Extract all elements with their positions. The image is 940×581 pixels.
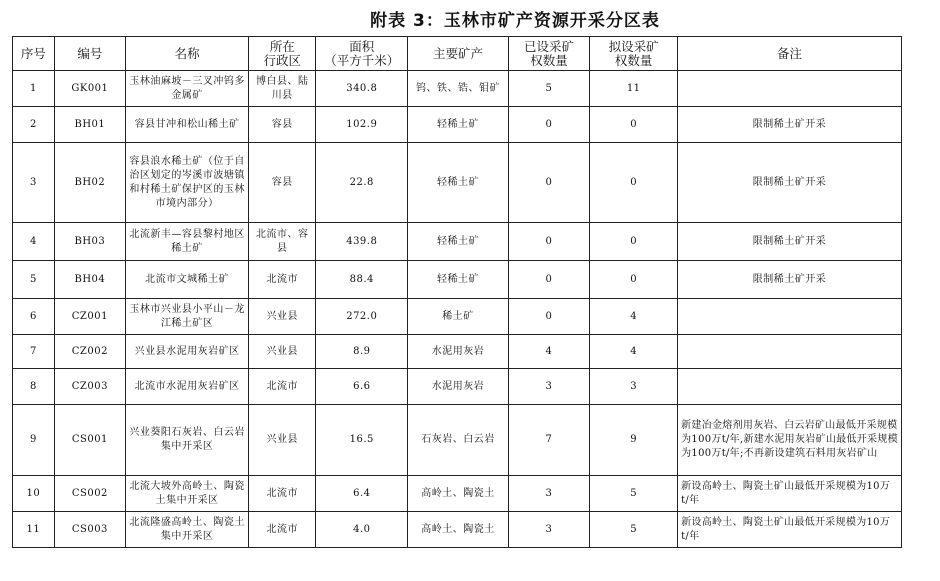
cell-region: 容县	[249, 107, 316, 143]
cell-existing: 3	[508, 369, 590, 405]
cell-name: 北流新丰—容县黎村地区稀土矿	[125, 223, 248, 261]
table-row	[13, 107, 902, 143]
cell-note	[678, 369, 902, 405]
cell-region: 北流市	[249, 369, 316, 405]
cell-existing: 7	[508, 405, 590, 476]
table-row	[13, 71, 902, 107]
cell-region: 容县	[249, 143, 316, 223]
cell-code: CZ002	[54, 335, 125, 369]
cell-planned: 0	[590, 223, 678, 261]
cell-code: BH04	[54, 261, 125, 299]
cell-region: 兴业县	[249, 299, 316, 335]
cell-name: 北流大坡外高岭土、陶瓷土集中开采区	[125, 476, 248, 512]
cell-planned: 4	[590, 335, 678, 369]
cell-region: 北流市	[249, 261, 316, 299]
cell-mineral: 高岭土、陶瓷土	[408, 476, 508, 512]
cell-existing: 0	[508, 107, 590, 143]
cell-code: GK001	[54, 71, 125, 107]
cell-note	[678, 335, 902, 369]
cell-name: 兴业县水泥用灰岩矿区	[125, 335, 248, 369]
cell-area: 4.0	[316, 512, 408, 548]
cell-planned: 3	[590, 369, 678, 405]
cell-area: 439.8	[316, 223, 408, 261]
cell-note: 新设高岭土、陶瓷土矿山最低开采规模为10万t/年	[678, 512, 902, 548]
cell-code: BH01	[54, 107, 125, 143]
header-row	[13, 37, 902, 71]
table-row	[13, 476, 902, 512]
cell-seq: 5	[13, 261, 55, 299]
cell-existing: 0	[508, 223, 590, 261]
header-planned: 拟设采矿 权数量	[590, 37, 678, 71]
cell-existing: 5	[508, 71, 590, 107]
cell-planned: 5	[590, 512, 678, 548]
cell-planned: 5	[590, 476, 678, 512]
header-mineral: 主要矿产	[408, 37, 508, 71]
cell-mineral: 轻稀土矿	[408, 223, 508, 261]
cell-name: 容县甘冲和松山稀土矿	[125, 107, 248, 143]
cell-region: 兴业县	[249, 335, 316, 369]
cell-area: 16.5	[316, 405, 408, 476]
cell-seq: 9	[13, 405, 55, 476]
cell-seq: 7	[13, 335, 55, 369]
cell-code: BH02	[54, 143, 125, 223]
cell-region: 兴业县	[249, 405, 316, 476]
cell-note	[678, 71, 902, 107]
cell-mineral: 轻稀土矿	[408, 107, 508, 143]
cell-mineral: 轻稀土矿	[408, 261, 508, 299]
cell-mineral: 稀土矿	[408, 299, 508, 335]
header-area: 面积 （平方千米）	[316, 37, 408, 71]
cell-region: 北流市	[249, 476, 316, 512]
cell-seq: 8	[13, 369, 55, 405]
table-row	[13, 223, 902, 261]
table-row	[13, 405, 902, 476]
cell-area: 272.0	[316, 299, 408, 335]
cell-planned: 9	[590, 405, 678, 476]
cell-mineral: 水泥用灰岩	[408, 335, 508, 369]
cell-code: CZ001	[54, 299, 125, 335]
cell-code: CS003	[54, 512, 125, 548]
cell-existing: 3	[508, 476, 590, 512]
table-row	[13, 261, 902, 299]
cell-name: 玉林油麻坡－三叉冲钨多金属矿	[125, 71, 248, 107]
cell-area: 340.8	[316, 71, 408, 107]
cell-mineral: 钨、铁、锆、钼矿	[408, 71, 508, 107]
cell-planned: 0	[590, 143, 678, 223]
cell-name: 北流市文城稀土矿	[125, 261, 248, 299]
cell-name: 北流市水泥用灰岩矿区	[125, 369, 248, 405]
cell-note: 限制稀土矿开采	[678, 107, 902, 143]
cell-note: 新设高岭土、陶瓷土矿山最低开采规模为10万t/年	[678, 476, 902, 512]
cell-existing: 0	[508, 261, 590, 299]
table-row	[13, 143, 902, 223]
cell-seq: 4	[13, 223, 55, 261]
cell-seq: 6	[13, 299, 55, 335]
header-seq: 序号	[13, 37, 55, 71]
cell-note: 限制稀土矿开采	[678, 143, 902, 223]
cell-area: 102.9	[316, 107, 408, 143]
cell-existing: 0	[508, 299, 590, 335]
table-row	[13, 512, 902, 548]
cell-area: 6.4	[316, 476, 408, 512]
table-row	[13, 299, 902, 335]
cell-seq: 3	[13, 143, 55, 223]
cell-code: CS002	[54, 476, 125, 512]
cell-area: 22.8	[316, 143, 408, 223]
cell-mineral: 轻稀土矿	[408, 143, 508, 223]
cell-note	[678, 299, 902, 335]
cell-seq: 10	[13, 476, 55, 512]
cell-mineral: 高岭土、陶瓷土	[408, 512, 508, 548]
header-existing: 已设采矿 权数量	[508, 37, 590, 71]
page-title: 附表 3：玉林市矿产资源开采分区表	[370, 11, 660, 31]
table-row	[13, 335, 902, 369]
cell-area: 88.4	[316, 261, 408, 299]
cell-mineral: 石灰岩、白云岩	[408, 405, 508, 476]
cell-code: BH03	[54, 223, 125, 261]
mining-zone-table	[12, 36, 902, 548]
cell-name: 北流隆盛高岭土、陶瓷土集中开采区	[125, 512, 248, 548]
cell-note: 限制稀土矿开采	[678, 261, 902, 299]
header-code: 编号	[54, 37, 125, 71]
cell-region: 北流市	[249, 512, 316, 548]
cell-seq: 11	[13, 512, 55, 548]
cell-name: 容县浪水稀土矿（位于自治区划定的岑溪市波塘镇和村稀土矿保护区的玉林市境内部分）	[125, 143, 248, 223]
cell-seq: 2	[13, 107, 55, 143]
cell-seq: 1	[13, 71, 55, 107]
cell-code: CS001	[54, 405, 125, 476]
header-name: 名称	[125, 37, 248, 71]
cell-planned: 11	[590, 71, 678, 107]
header-note: 备注	[678, 37, 902, 71]
cell-area: 8.9	[316, 335, 408, 369]
cell-planned: 0	[590, 107, 678, 143]
cell-code: CZ003	[54, 369, 125, 405]
cell-name: 兴业葵阳石灰岩、白云岩集中开采区	[125, 405, 248, 476]
table-row	[13, 369, 902, 405]
cell-note: 新建冶金熔剂用灰岩、白云岩矿山最低开采规模为100万t/年,新建水泥用灰岩矿山最低开采规模为100万t/年;不再新设建筑石料用灰岩矿山	[678, 405, 902, 476]
cell-planned: 4	[590, 299, 678, 335]
cell-note: 限制稀土矿开采	[678, 223, 902, 261]
cell-area: 6.6	[316, 369, 408, 405]
cell-existing: 0	[508, 143, 590, 223]
cell-name: 玉林市兴业县小平山－龙江稀土矿区	[125, 299, 248, 335]
cell-mineral: 水泥用灰岩	[408, 369, 508, 405]
header-region: 所在 行政区	[249, 37, 316, 71]
cell-region: 博白县、陆川县	[249, 71, 316, 107]
cell-planned: 0	[590, 261, 678, 299]
cell-existing: 4	[508, 335, 590, 369]
cell-existing: 3	[508, 512, 590, 548]
cell-region: 北流市、容县	[249, 223, 316, 261]
